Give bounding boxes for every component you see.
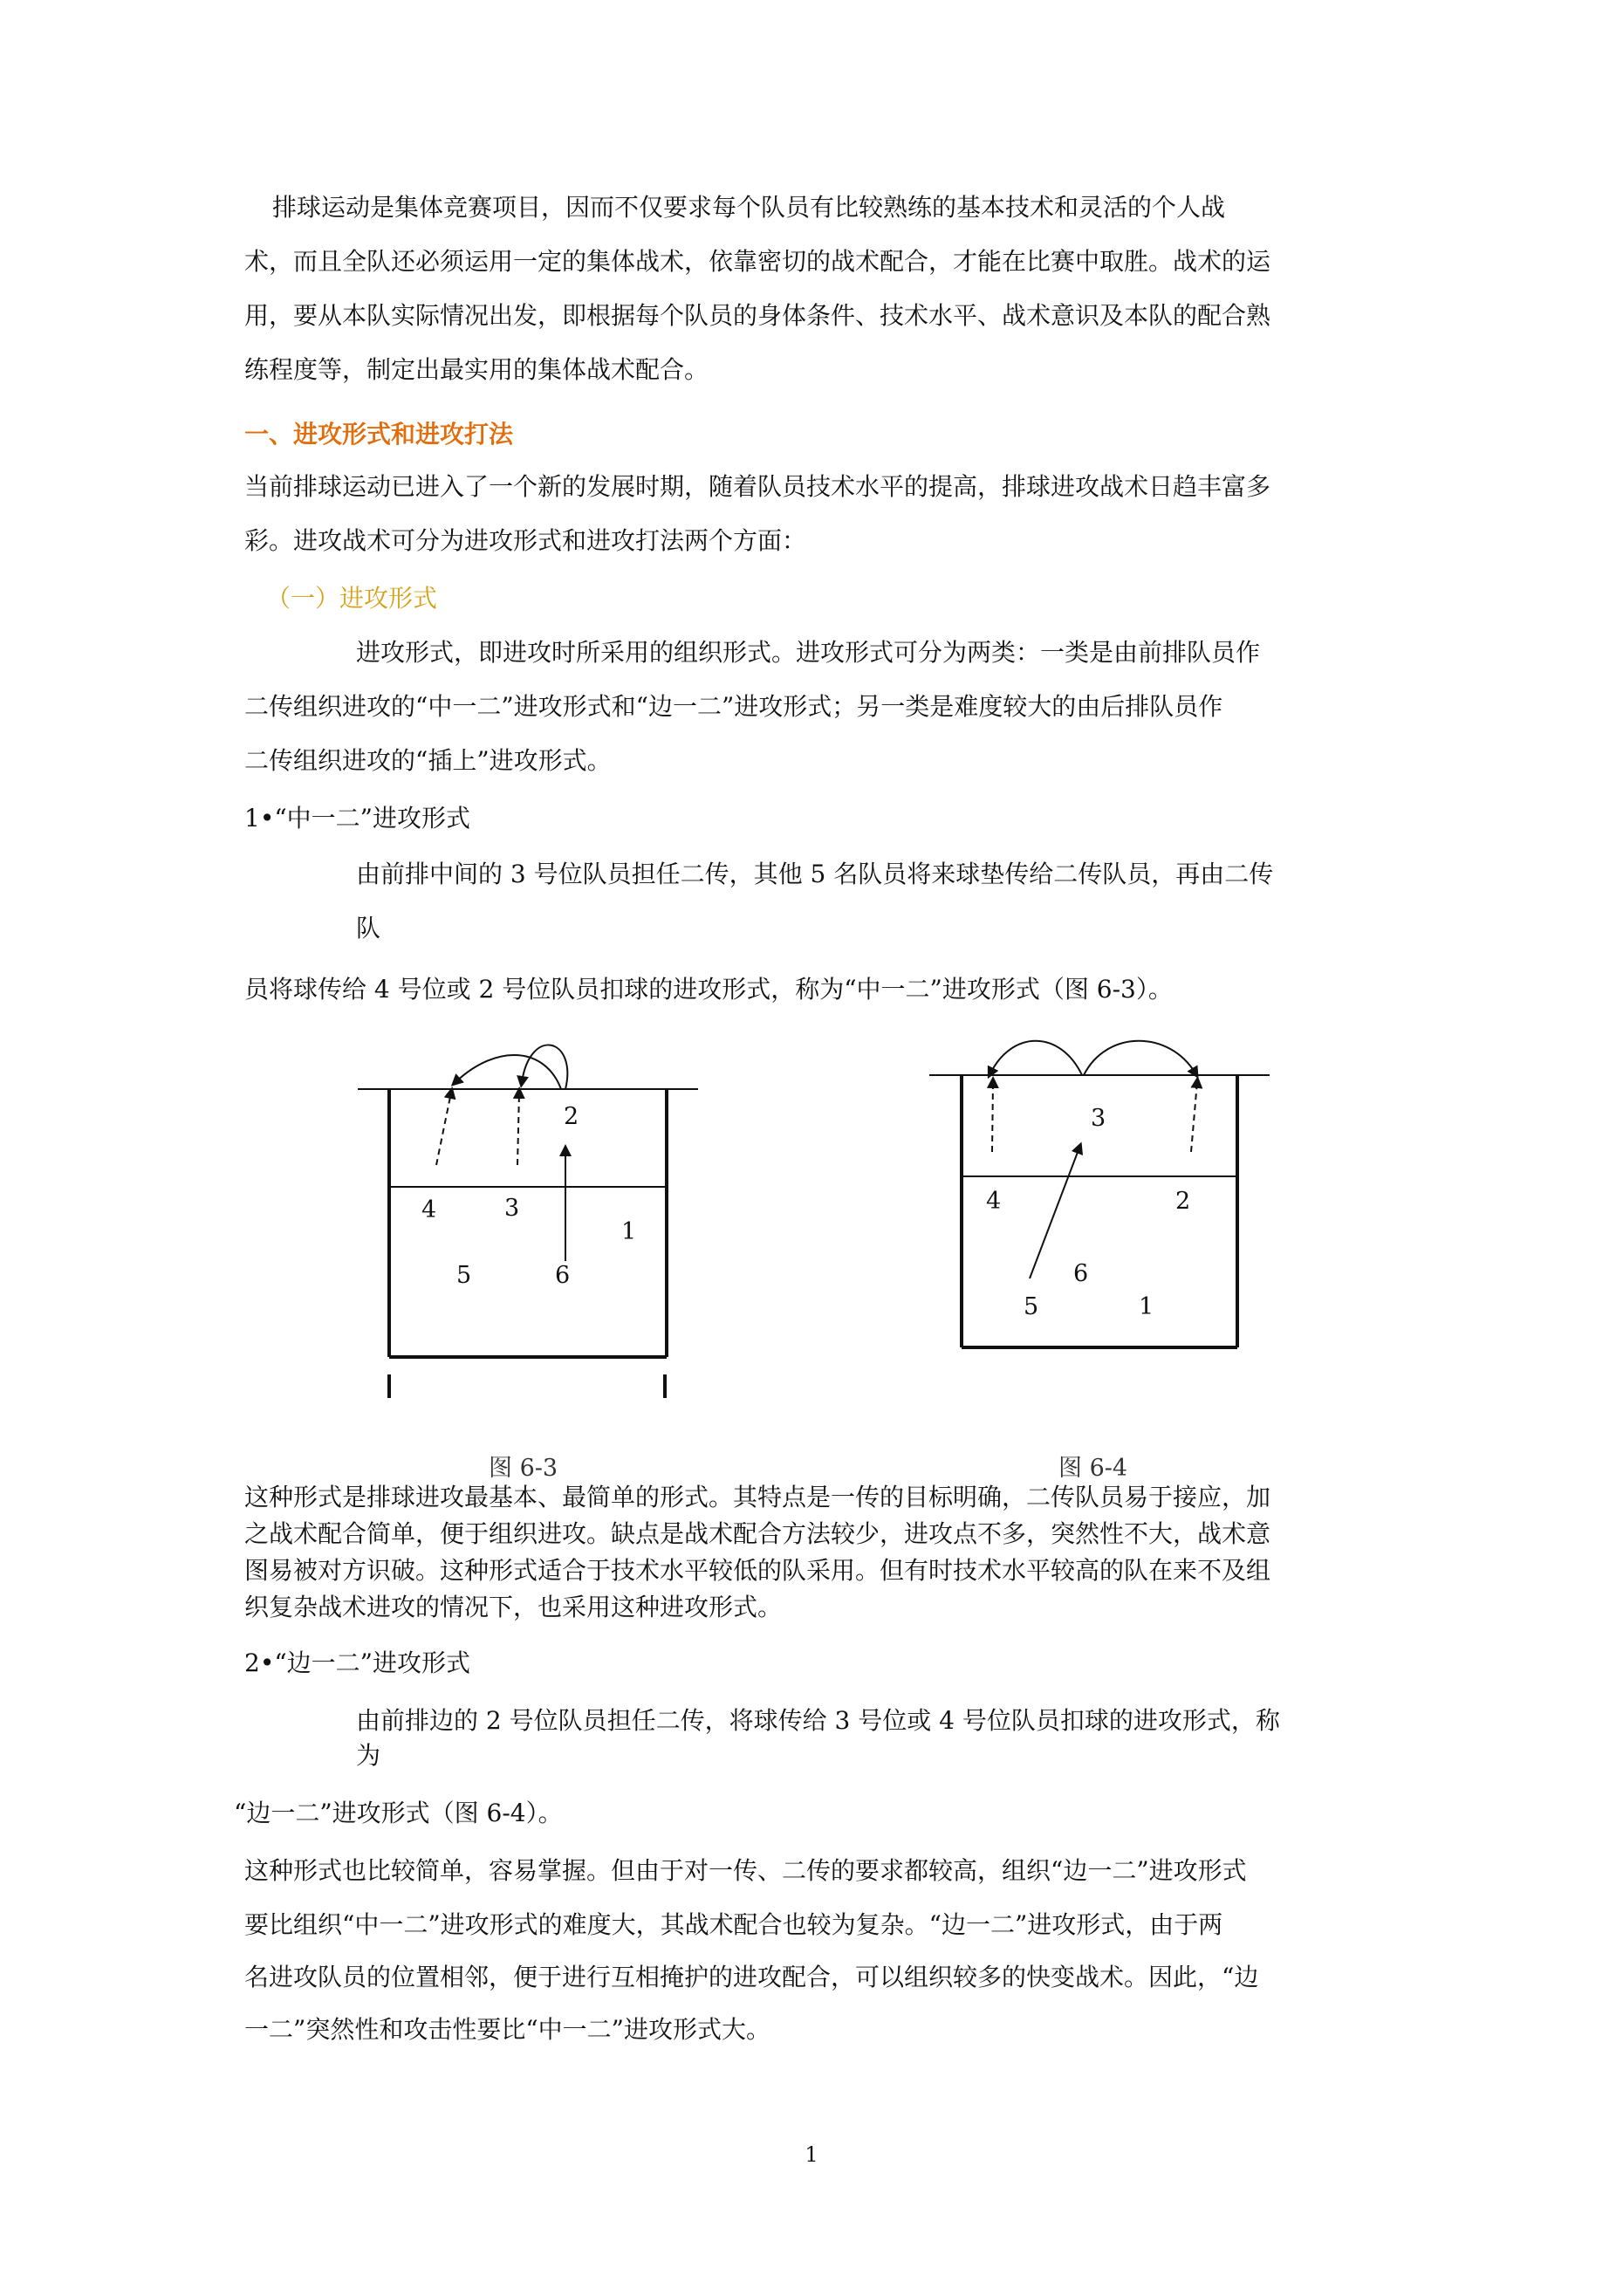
pos-label: 5	[456, 1262, 472, 1289]
pos-label: 4	[986, 1188, 1002, 1215]
dashed-arrow-3	[517, 1093, 519, 1165]
section-heading: 一、进攻形式和进攻打法	[244, 420, 514, 449]
section1-line-2: 彩。进攻战术可分为进攻形式和进攻打法两个方面：	[244, 526, 807, 555]
final-line-4: 一二”突然性和攻击性要比“中一二”进攻形式大。	[244, 2015, 770, 2044]
intro-line-4: 练程度等，制定出最实用的集体战术配合。	[244, 355, 709, 384]
pos-label: 4	[421, 1196, 437, 1223]
sub1-line-1: 进攻形式，即进攻时所采用的组织形式。进攻形式可分为两类：一类是由前排队员作	[356, 638, 1261, 667]
pos-label: 6	[555, 1262, 571, 1289]
pass-arc-to-4	[990, 1041, 1082, 1075]
arrow-5-to-3	[1030, 1148, 1079, 1278]
dashed-arrow-4	[992, 1082, 993, 1152]
figure-6-4-caption: 图 6-4	[1058, 1455, 1128, 1482]
pos-label: 1	[621, 1218, 637, 1245]
dashed-arrow-4	[436, 1093, 451, 1165]
pos-label: 6	[1073, 1260, 1089, 1287]
item1-line-3: 员将球传给 4 号位或 2 号位队员扣球的进攻形式，称为“中一二”进攻形式（图 6-3）。	[244, 975, 1173, 1004]
final-line-2: 要比组织“中一二”进攻形式的难度大，其战术配合也较为复杂。“边一二”进攻形式，由于两	[244, 1910, 1223, 1939]
figure-6-3-caption: 图 6-3	[489, 1455, 558, 1482]
item2-line-1: 由前排边的 2 号位队员担任二传，将球传给 3 号位或 4 号位队员扣球的进攻形式，称	[356, 1706, 1280, 1735]
final-line-3: 名进攻队员的位置相邻，便于进行互相掩护的进攻配合，可以组织较多的快变战术。因此，“边	[244, 1963, 1259, 1991]
sub1-line-2: 二传组织进攻的“中一二”进攻形式和“边一二”进攻形式；另一类是难度较大的由后排队员作	[244, 692, 1223, 721]
intro-line-1: 排球运动是集体竞赛项目，因而不仅要求每个队员有比较熟练的基本技术和灵活的个人战	[272, 193, 1226, 222]
item1-line-1: 由前排中间的 3 号位队员担任二传，其他 5 名队员将来球垫传给二传队员，再由二传	[356, 860, 1274, 888]
pass-arc-to-4	[455, 1055, 561, 1089]
intro-line-2: 术，而且全队还必须运用一定的集体战术，依靠密切的战术配合，才能在比赛中取胜。战术的运	[244, 247, 1271, 276]
subsection-heading: （一）进攻形式	[266, 584, 438, 613]
pass-arc-to-3	[522, 1045, 567, 1089]
desc-line-1: 这种形式是排球进攻最基本、最简单的形式。其特点是一传的目标明确，二传队员易于接应，加	[244, 1483, 1271, 1511]
pos-label: 1	[1139, 1293, 1154, 1320]
section1-line-1: 当前排球运动已进入了一个新的发展时期，随着队员技术水平的提高，排球进攻战术日趋丰富多	[244, 472, 1271, 501]
pos-label: 3	[1091, 1105, 1106, 1132]
item1-title: 1•“中一二”进攻形式	[244, 804, 470, 833]
item2-line-3: “边一二”进攻形式（图 6-4）。	[234, 1799, 563, 1827]
page-number: 1	[805, 2142, 818, 2167]
pos-label: 3	[504, 1195, 520, 1222]
pass-arc-to-2	[1084, 1041, 1195, 1075]
dashed-arrow-2	[1191, 1082, 1197, 1152]
intro-line-3: 用，要从本队实际情况出发，即根据每个队员的身体条件、技术水平、战术意识及本队的配合熟	[244, 301, 1271, 330]
desc-line-2: 之战术配合简单，便于组织进攻。缺点是战术配合方法较少，进攻点不多，突然性不大，战术意	[244, 1519, 1271, 1548]
item2-line-2: 为	[356, 1741, 381, 1770]
pos-label: 2	[1175, 1188, 1191, 1215]
desc-line-4: 织复杂战术进攻的情况下，也采用这种进攻形式。	[244, 1593, 783, 1621]
final-line-1: 这种形式也比较简单，容易掌握。但由于对一传、二传的要求都较高，组织“边一二”进攻形式	[244, 1856, 1247, 1885]
pos-label: 5	[1024, 1293, 1039, 1320]
item1-line-2: 队	[356, 914, 381, 942]
pos-label: 2	[564, 1103, 579, 1130]
desc-line-3: 图易被对方识破。这种形式适合于技术水平较低的队采用。但有时技术水平较高的队在来不及组	[244, 1556, 1271, 1585]
sub1-line-3: 二传组织进攻的“插上”进攻形式。	[244, 746, 612, 775]
figure-6-3	[349, 1021, 716, 1405]
figure-6-4	[916, 1021, 1283, 1370]
item2-title: 2•“边一二”进攻形式	[244, 1648, 470, 1677]
